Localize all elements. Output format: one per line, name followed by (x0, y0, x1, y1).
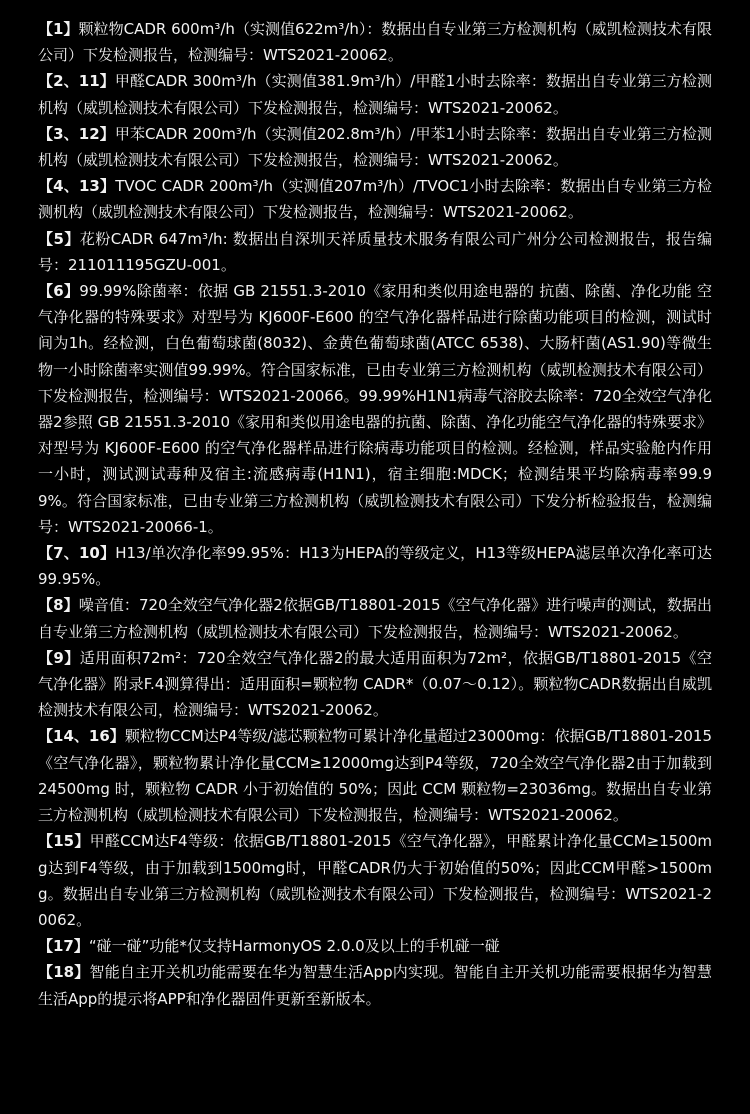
footnote-tag: 【17】 (38, 937, 89, 956)
footnote-text: “碰一碰”功能*仅支持HarmonyOS 2.0.0及以上的手机碰一碰 (88, 937, 500, 956)
footnote-text: 智能自主开关机功能需要在华为智慧生活App内实现。智能自主开关机功能需要根据华为智慧生活App的提示将APP和净化器固件更新至新版本。 (38, 963, 713, 1008)
footnote-tag: 【5】 (38, 229, 80, 248)
footnote-text: 甲醛CADR 300m³/h（实测值381.9m³/h）/甲醛1小时去除率：数据出自专业第三方检测机构（威凯检测技术有限公司）下发检测报告，检测编号：WTS2021-20062。 (38, 72, 712, 117)
footnote-tag: 【2、11】 (38, 72, 115, 91)
footnote-17 (38, 933, 712, 959)
footnote-4-13 (38, 173, 712, 225)
footnote-2-11 (38, 68, 712, 120)
footnote-text: TVOC CADR 200m³/h（实测值207m³/h）/TVOC1小时去除率：数据出自专业第三方检测机构（威凯检测技术有限公司）下发检测报告，检测编号：WTS2021-20062。 (38, 177, 712, 222)
footnote-3-12 (38, 121, 712, 173)
footnote-tag: 【3、12】 (38, 124, 115, 143)
footnote-tag: 【4、13】 (38, 177, 116, 196)
footnote-text: 颗粒物CCM达P4等级/滤芯颗粒物可累计净化量超过23000mg：依据GB/T18801-2015《空气净化器》，颗粒物累计净化量CCM≥12000mg达到P4等级，720全效空气净化器2由于加载到 24500mg 时，颗粒物 CADR 小于初始值的 50%；因此 CCM 颗粒物=23036mg。数据出自专业第三方检测机构（威凯检测技术有限公司）下发检测报告，检测编号：WTS2021-20062。 (38, 727, 713, 825)
footnote-tag: 【9】 (38, 648, 80, 667)
footnote-6 (38, 278, 712, 540)
footnote-text: 花粉CADR 647m³/h: 数据出自深圳天祥质量技术服务有限公司广州分公司检测报告，报告编号：211011195GZU-001。 (38, 229, 712, 274)
footnote-text: H13/单次净化率99.95%：H13为HEPA的等级定义，H13等级HEPA滤层单次净化率可达99.95%。 (38, 544, 713, 589)
footnote-tag: 【18】 (38, 963, 90, 982)
footnote-text: 甲醛CCM达F4等级：依据GB/T18801-2015《空气净化器》，甲醛累计净化量CCM≥1500mg达到F4等级，由于加载到1500mg时，甲醛CADR仍大于初始值的50%；因此CCM甲醛>1500mg。数据出自专业第三方检测机构（威凯检测技术有限公司）下发检测报告，检测编号：WTS2021-20062。 (38, 832, 712, 929)
footnote-14-16 (38, 723, 712, 828)
footnote-9 (38, 645, 712, 724)
footnote-text: 99.99%除菌率：依据 GB 21551.3-2010《家用和类似用途电器的 抗菌、除菌、净化功能 空气净化器的特殊要求》对型号为 KJ600F-E600 的空气净化器样品进行除菌功能项目的检测，测试时间为1h。经检测，白色葡萄球菌(8032)、金黄色葡萄球菌(ATCC 6538)、大肠杆菌(AS1.90)等微生物一小时除菌率实测值99.99%。符合国家标准，已由专业第三方检测机构（威凯检测技术有限公司）下发检测报告，检测编号：WTS2021-20066。99.99%H1N1病毒气溶胶去除率：720全效空气净化器2参照 GB 21551.3-2010《家用和类似用途电器的抗菌、除菌、净化功能空气净化器的特殊要求》对型号为 KJ600F-E600 的空气净化器样品进行除病毒功能项目的检测。经检测，样品实验舱内作用一小时，测试测试毒种及宿主:流感病毒(H1N1)，宿主细胞:MDCK；检测结果平均除病毒率99.99%。符合国家标准，已由专业第三方检测机构（威凯检测技术有限公司）下发分析检验报告，检测编号：WTS2021-20066-1。 (38, 282, 712, 536)
footnote-tag: 【6】 (38, 282, 80, 301)
footnote-5 (38, 226, 712, 278)
footnote-tag: 【8】 (38, 596, 79, 615)
footnote-text: 颗粒物CADR 600m³/h（实测值622m³/h）：数据出自专业第三方检测机构（威凯检测技术有限公司）下发检测报告，检测编号：WTS2021-20062。 (38, 20, 712, 65)
footnote-tag: 【7、10】 (38, 544, 116, 563)
footnote-text: 甲苯CADR 200m³/h（实测值202.8m³/h）/甲苯1小时去除率：数据出自专业第三方检测机构（威凯检测技术有限公司）下发检测报告，检测编号：WTS2021-20062。 (38, 124, 712, 170)
footnote-tag: 【15】 (38, 832, 90, 851)
footnote-text: 适用面积72m²：720全效空气净化器2的最大适用面积为72m²，依据GB/T18801-2015《空气净化器》附录F.4测算得出：适用面积=颗粒物 CADR*（0.07～0.12）。颗粒物CADR数据出自威凯检测技术有限公司，检测编号：WTS2021-20062。 (38, 648, 713, 720)
footnote-tag: 【1】 (38, 20, 79, 38)
footnote-tag: 【14、16】 (38, 727, 125, 746)
footnote-text: 噪音值：720全效空气净化器2依据GB/T18801-2015《空气净化器》进行噪声的测试，数据出自专业第三方检测机构（威凯检测技术有限公司）下发检测报告，检测编号：WTS2021-20062。 (38, 596, 712, 641)
footnote-7-10 (38, 540, 712, 592)
footnote-1 (38, 16, 712, 68)
footnote-8 (38, 592, 712, 644)
footnote-15 (38, 828, 712, 933)
footnote-18 (38, 959, 712, 1011)
